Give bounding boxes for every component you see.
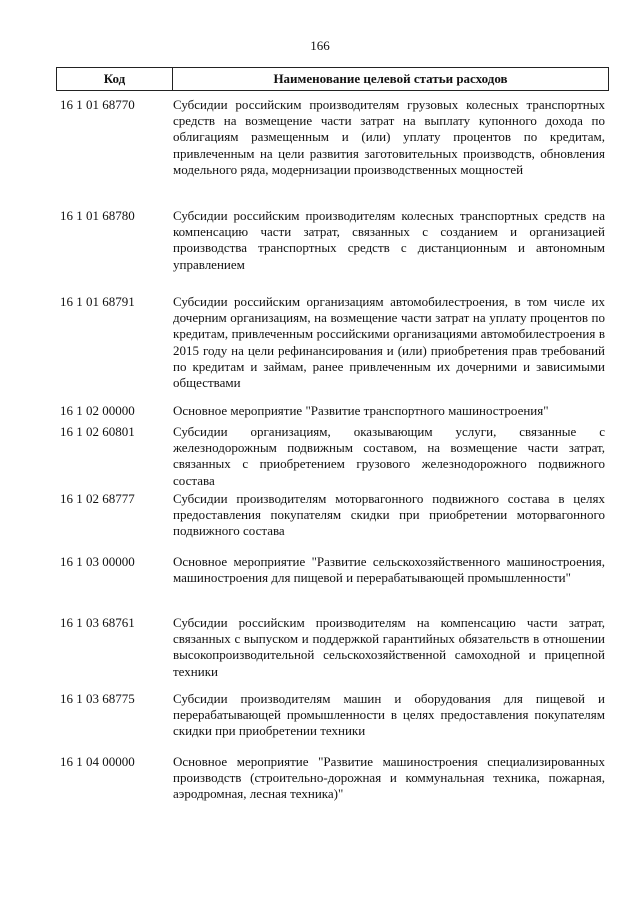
row-name: Субсидии российским производителям на компенсацию части затрат, связанных с выпуском и поддержкой гарантийных обязательств в отношении высокопроизводительной сельскохозяйственной самоходной и прицепной техники [173, 615, 605, 679]
table-row [60, 554, 605, 615]
table-row [60, 754, 605, 824]
table-row [60, 294, 605, 403]
row-code: 16 1 01 68780 [60, 208, 135, 223]
column-header-code: Код [57, 68, 173, 90]
row-code: 16 1 01 68770 [60, 97, 135, 112]
table-header [56, 67, 609, 91]
row-name: Субсидии российским производителям грузовых колесных транспортных средств на возмещение части затрат на выплату купонного дохода по облигациям размещенным и (или) уплату процентов по кредитам, привлеченным на цели развития заготовительных производств, обновления модельного ряда, модернизации производственных мощностей [173, 97, 605, 177]
row-code: 16 1 02 00000 [60, 403, 135, 418]
row-code: 16 1 04 00000 [60, 754, 135, 769]
table-row [60, 97, 605, 208]
table-row [60, 424, 605, 491]
row-name: Основное мероприятие "Развитие машиностроения специализированных производств (строительно-дорожная и коммунальная техника, пожарная, аэродромная, лесная техника)" [173, 754, 605, 802]
row-code: 16 1 02 68777 [60, 491, 135, 506]
table-row [60, 491, 605, 554]
page-number: 166 [310, 38, 330, 53]
row-name: Основное мероприятие "Развитие сельскохозяйственного машиностроения, машиностроения для пищевой и перерабатывающей промышленности" [173, 554, 605, 586]
row-name: Субсидии российским производителям колесных транспортных средств на компенсацию части затрат, связанных с созданием и организацией производства транспортных средств с дистанционным и автономным управлением [173, 208, 605, 272]
row-name: Субсидии производителям моторвагонного подвижного состава в целях предоставления покупателям скидки при приобретении моторвагонного подвижного состава [173, 491, 605, 539]
table-row [60, 615, 605, 691]
row-name: Субсидии производителям машин и оборудования для пищевой и перерабатывающей промышленности в целях предоставления покупателям скидки при приобретении техники [173, 691, 605, 739]
table-row [60, 208, 605, 294]
row-code: 16 1 01 68791 [60, 294, 135, 309]
row-code: 16 1 02 60801 [60, 424, 135, 439]
row-code: 16 1 03 68761 [60, 615, 135, 630]
row-name: Основное мероприятие "Развитие транспортного машиностроения" [173, 403, 549, 418]
table-body [60, 97, 605, 824]
row-code: 16 1 03 00000 [60, 554, 135, 569]
table-row [60, 691, 605, 754]
row-name: Субсидии организациям, оказывающим услуги, связанные с железнодорожным подвижным составом, на возмещение части затрат, связанных с приобретением грузового железнодорожного подвижного состава [173, 424, 605, 488]
column-header-name: Наименование целевой статьи расходов [273, 71, 508, 86]
table-row [60, 403, 605, 424]
row-code: 16 1 03 68775 [60, 691, 135, 706]
row-name: Субсидии российским организациям автомобилестроения, в том числе их дочерним организациям, на возмещение части затрат на уплату процентов по кредитам, привлеченным российскими организациями автомобилестроения в 2015 году на цели рефинансирования и (или) приобретения прав требований по кредитам и займам, ранее привлеченным их дочерними и зависимыми обществами [173, 294, 605, 391]
